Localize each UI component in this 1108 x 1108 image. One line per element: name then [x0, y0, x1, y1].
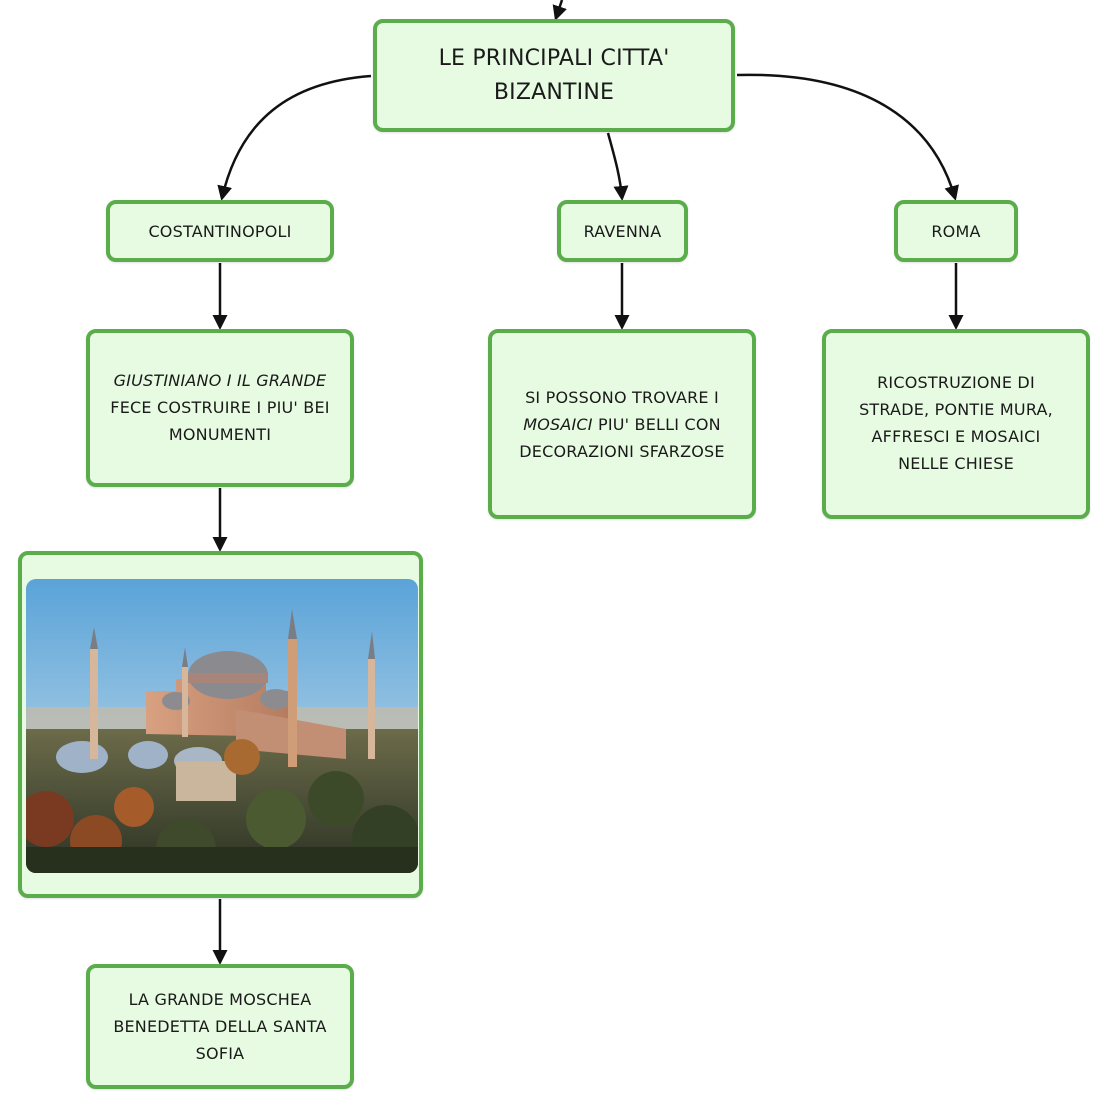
desc-ravenna-line1: SI POSSONO TROVARE I [525, 387, 719, 407]
desc-moschea-line2: BENEDETTA DELLA SANTA [113, 1017, 327, 1036]
desc-node-giustiniano[interactable] [86, 329, 354, 487]
city-node-roma[interactable] [894, 200, 1018, 262]
connector-incoming [556, 0, 562, 18]
hagia-sophia-photo [26, 579, 418, 873]
desc-roma-line3: AFFRESCI E MOSAICI [871, 427, 1041, 446]
desc-node-moschea[interactable] [86, 964, 354, 1089]
connector-title-to-roma [737, 75, 955, 198]
city-node-ravenna[interactable] [557, 200, 688, 262]
title-line-1: LE PRINCIPALI CITTA' [438, 45, 670, 71]
city-label-costantinopoli: COSTANTINOPOLI [148, 221, 292, 241]
desc-ravenna-line3: DECORAZIONI SFARZOSE [519, 441, 725, 461]
city-node-costantinopoli[interactable] [106, 200, 334, 262]
desc-moschea-line3: SOFIA [195, 1044, 245, 1063]
desc-node-ravenna[interactable] [488, 329, 756, 519]
city-label-ravenna: RAVENNA [583, 221, 662, 241]
desc-roma-line4: NELLE CHIESE [898, 454, 1014, 473]
image-node-hagia-sophia[interactable] [18, 551, 423, 898]
connector-title-to-ravenna [608, 133, 622, 198]
city-label-roma: ROMA [931, 221, 981, 241]
title-line-2: BIZANTINE [493, 79, 615, 105]
desc-giustiniano-line2: FECE COSTRUIRE I PIU' BEI [110, 398, 330, 417]
desc-giustiniano-italic: GIUSTINIANO I IL GRANDE [113, 371, 327, 390]
desc-moschea-line1: LA GRANDE MOSCHEA [128, 990, 312, 1009]
desc-node-roma[interactable] [822, 329, 1090, 519]
title-node[interactable] [373, 19, 735, 132]
desc-ravenna-italic: MOSAICI [523, 414, 593, 434]
desc-giustiniano-line3: MONUMENTI [168, 425, 272, 444]
desc-roma-line2: STRADE, PONTIE MURA, [859, 400, 1053, 419]
desc-roma-line1: RICOSTRUZIONE DI [877, 373, 1035, 392]
desc-ravenna-line2-rest: PIU' BELLI CON [592, 414, 721, 434]
connector-title-to-costantinopoli [222, 76, 371, 198]
